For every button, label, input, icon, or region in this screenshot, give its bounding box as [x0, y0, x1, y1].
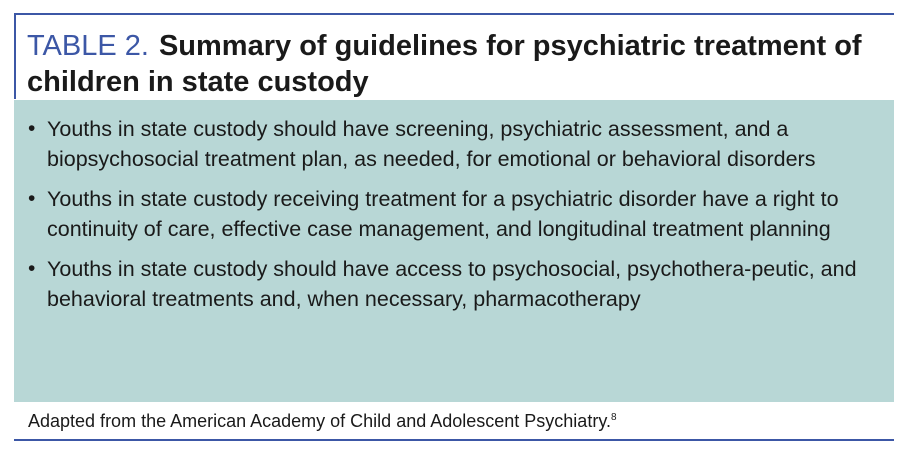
bullet-icon: • [28, 187, 36, 210]
guidelines-list [28, 114, 886, 314]
source-footnote [28, 405, 894, 438]
bullet-icon: • [28, 257, 36, 280]
footnote-reference: 8 [610, 412, 617, 423]
guidelines-panel [14, 100, 894, 402]
bullet-icon: • [28, 117, 36, 140]
guideline-item [28, 254, 886, 314]
guideline-text: Youths in state custody receiving treatment for a psychiatric disorder have a right to continuity of care, effective case management, and longitudinal treatment planning [47, 187, 839, 241]
guideline-text: Youths in state custody should have access to psychosocial, psychothera-peutic, and behavioral treatments and, when necessary, pharmacotherapy [47, 257, 857, 311]
guideline-text: Youths in state custody should have screening, psychiatric assessment, and a biopsychosocial treatment plan, as needed, for emotional or behavioral disorders [47, 117, 816, 171]
guideline-item [28, 184, 886, 244]
table-title: Summary of guidelines for psychiatric treatment of children in state custody [27, 30, 862, 98]
guidelines-table [14, 13, 894, 441]
table-title-block [14, 15, 892, 99]
bottom-rule [14, 439, 894, 441]
guideline-item [28, 114, 886, 174]
table-number-label: TABLE 2. [27, 30, 149, 62]
footnote-text: Adapted from the American Academy of Child and Adolescent Psychiatry. [28, 411, 611, 431]
